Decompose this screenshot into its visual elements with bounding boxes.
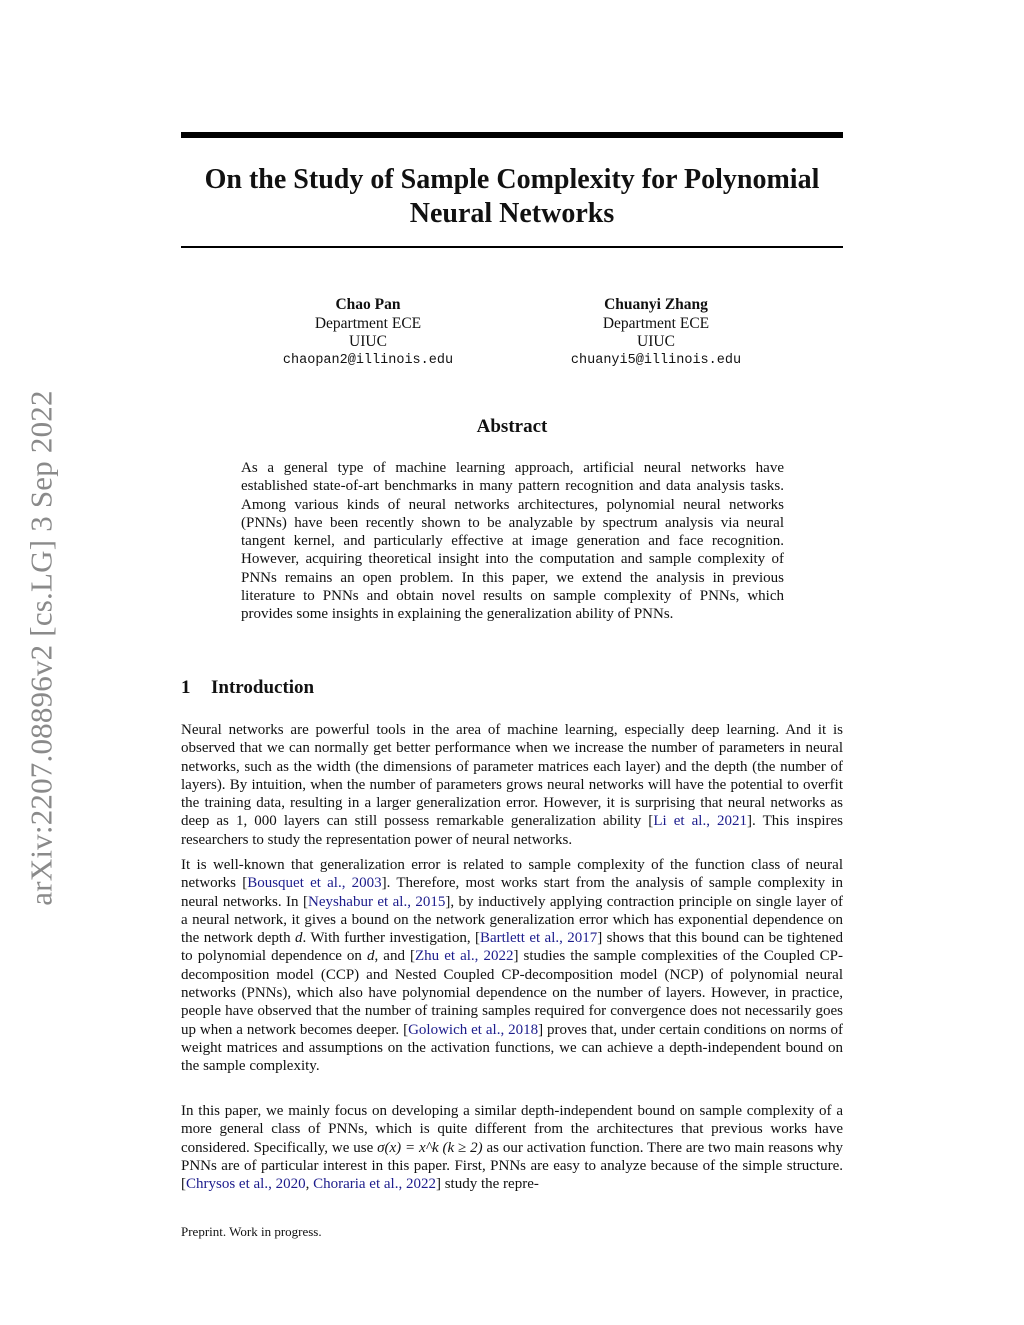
author-department: Department ECE bbox=[314, 314, 422, 332]
author-email: chuanyi5@illinois.edu bbox=[570, 352, 742, 368]
abstract-text: As a general type of machine learning approach, artificial neural networks have established state-of-art benchmarks in many pattern recognition and data analysis tasks. Among various kinds of neural networks architectures, polynomial neural networks (PNNs) have been recently shown to be analyzable by spectrum analysis via neural tangent kernel, and particularly effective at image generation and face recognition. However, acquiring theoretical insight into the computation and sample complexity of PNNs remains an open problem. In this paper, we extend the analysis in previous literature to PNNs and obtain novel results on sample complexity of PNNs, which provides some insights in explaining the generalization ability of PNNs. bbox=[241, 460, 784, 623]
citation-link[interactable]: Bousquet et al., 2003 bbox=[247, 875, 382, 892]
footer-note: Preprint. Work in progress. bbox=[181, 1224, 322, 1239]
abstract-heading: Abstract bbox=[476, 416, 548, 437]
paragraph-text: It is well-known that generalization error is related to sample complexity of the function class of neural networks [ bbox=[181, 857, 843, 892]
intro-paragraph-3 bbox=[181, 1102, 843, 1193]
arxiv-identifier-stamp bbox=[22, 365, 62, 930]
paragraph-text: ]. This inspires researchers to study the representation power of neural networks. bbox=[181, 813, 843, 848]
author-name: Chao Pan bbox=[335, 296, 401, 313]
citation-link[interactable]: Li et al., 2021 bbox=[653, 813, 748, 830]
section-number: 1 bbox=[181, 677, 191, 698]
section-heading-introduction bbox=[181, 677, 314, 699]
title-top-rule bbox=[181, 132, 843, 138]
citation-link[interactable]: Golowich et al., 2018 bbox=[408, 1021, 539, 1038]
citation-link[interactable]: Zhu et al., 2022 bbox=[415, 948, 514, 965]
citation-link[interactable]: Neyshabur et al., 2015 bbox=[307, 893, 446, 910]
paragraph-text: ] proves that, under certain conditions on norms of weight matrices and assumptions on the activation functions, we can achieve a depth-independent bound on the sample complexity. bbox=[181, 1021, 843, 1075]
title-bottom-rule bbox=[181, 246, 843, 248]
math-symbol: d bbox=[366, 948, 375, 965]
author-department: Department ECE bbox=[602, 314, 710, 332]
citation-link[interactable]: Chrysos et al., 2020 bbox=[186, 1176, 306, 1193]
citation-link[interactable]: Choraria et al., 2022 bbox=[313, 1176, 436, 1193]
paragraph-text: ] shows that this bound can be tightened to polynomial dependence on bbox=[181, 930, 843, 965]
math-symbol: d bbox=[294, 930, 303, 947]
paragraph-text: ] study the repre- bbox=[435, 1176, 539, 1193]
author-institution: UIUC bbox=[349, 333, 387, 350]
intro-paragraph-2 bbox=[181, 856, 843, 1076]
paragraph-text: ]. Therefore, most works start from the analysis of sample complexity in neural networks. In [ bbox=[181, 875, 843, 910]
author-email: chaopan2@illinois.edu bbox=[282, 352, 454, 368]
author-block bbox=[218, 296, 518, 370]
paragraph-text: In this paper, we mainly focus on developing a similar depth-independent bound on sample complexity of a more general class of PNNs, which is quite different from the architectures that previous works have considered. Specifically, we use bbox=[181, 1103, 843, 1156]
intro-paragraph-1 bbox=[181, 721, 843, 849]
paragraph-text: ], by inductively applying contraction principle on single layer of a neural network, it gives a bound on the network generalization error which has exponential dependence on the network depth bbox=[181, 893, 843, 947]
paragraph-text: , and [ bbox=[374, 948, 415, 965]
citation-link[interactable]: Bartlett et al., 2017 bbox=[479, 930, 598, 947]
section-title: Introduction bbox=[211, 677, 315, 698]
paragraph-text: , bbox=[305, 1176, 314, 1193]
arxiv-identifier-text: arXiv:2207.08896v2 [cs.LG] 3 Sep 2022 bbox=[24, 389, 60, 906]
paragraph-text: as our activation function. There are two main reasons why PNNs are of particular interest in this paper. First, PNNs are easy to analyze because of the simple structure. [ bbox=[181, 1139, 843, 1193]
author-block bbox=[506, 296, 806, 370]
activation-formula: σ(x) = x^k (k ≥ 2) bbox=[377, 1139, 483, 1156]
paper-title: On the Study of Sample Complexity for Polynomial Neural Networks bbox=[204, 164, 820, 229]
author-name: Chuanyi Zhang bbox=[604, 296, 708, 313]
author-institution: UIUC bbox=[637, 333, 675, 350]
paragraph-text: ] studies the sample complexities of the Coupled CP-decomposition model (CCP) and Nested Coupled CP-decomposition model (NCP) of polynomial neural networks (PNNs), which also have polynomial dependence on the number of layers. However, in practice, people have observed that the number of training samples required for convergence does not necessarily goes up when a network becomes deeper. [ bbox=[181, 948, 843, 1038]
paragraph-text: . With further investigation, [ bbox=[302, 930, 480, 947]
paragraph-text: Neural networks are powerful tools in the area of machine learning, especially deep learning. And it is observed that we can normally get better performance when we increase the number of parameters in neural networks, such as the width (the dimensions of parameter matrices each layer) and the depth (the number of layers). By intuition, when the number of parameters grows neural networks will have the potential to overfit the training data, resulting in a larger generalization error. However, it is surprising that neural networks as deep as 1, 000 layers can still possess remarkable generalization ability [ bbox=[181, 722, 843, 830]
